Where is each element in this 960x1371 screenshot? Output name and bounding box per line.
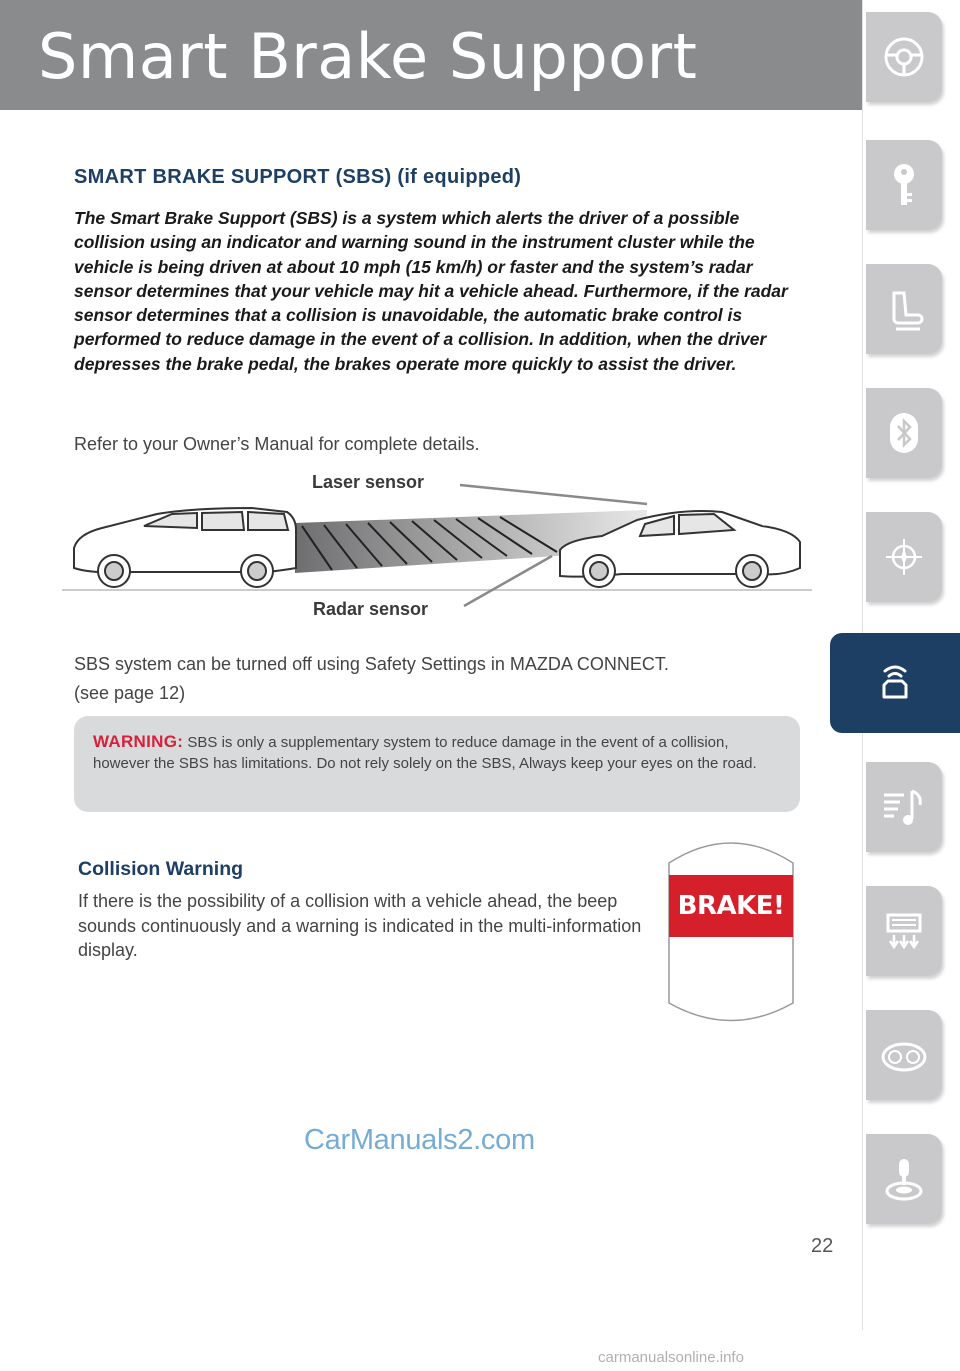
warning-box bbox=[74, 716, 800, 812]
gauges-icon bbox=[880, 1031, 928, 1079]
tab-shifter[interactable] bbox=[866, 1134, 942, 1224]
multi-information-display bbox=[667, 833, 795, 1027]
steering-wheel-icon bbox=[880, 33, 928, 81]
page-header bbox=[0, 0, 862, 110]
laser-leader-line bbox=[460, 485, 647, 504]
radar-sensor-label: Radar sensor bbox=[313, 599, 429, 619]
section-title: SMART BRAKE SUPPORT (SBS) (if equipped) bbox=[74, 166, 522, 188]
display-frame bbox=[667, 833, 795, 1027]
own-vehicle bbox=[74, 508, 296, 587]
page-title: Smart Brake Support bbox=[38, 20, 698, 93]
warning-text: SBS is only a supplementary system to reduce damage in the event of a collision, however the SBS has limitations. Do not rely solely on the SBS, Always keep your eyes on the road. bbox=[93, 734, 757, 772]
sbs-off-text bbox=[74, 650, 794, 708]
tab-gauges[interactable] bbox=[866, 1010, 942, 1100]
refer-text: Refer to your Owner’s Manual for complete details. bbox=[74, 434, 480, 454]
tab-steering[interactable] bbox=[866, 12, 942, 102]
bluetooth-icon bbox=[880, 409, 928, 457]
audio-icon bbox=[880, 783, 928, 831]
key-icon bbox=[880, 161, 928, 209]
driver-assist-icon bbox=[871, 659, 919, 707]
sensor-diagram bbox=[62, 468, 812, 628]
laser-sensor-label: Laser sensor bbox=[312, 472, 425, 492]
sbs-off-line-2: (see page 12) bbox=[74, 683, 186, 703]
tab-key[interactable] bbox=[866, 140, 942, 230]
tab-driver-assist[interactable] bbox=[830, 633, 960, 733]
tab-bluetooth[interactable] bbox=[866, 388, 942, 478]
warning-label: WARNING: bbox=[93, 732, 184, 751]
collision-warning-text: If there is the possibility of a collision with a vehicle ahead, the beep sounds continuously and a warning is indicated in the multi-information display. bbox=[78, 891, 642, 960]
intro-paragraph: The Smart Brake Support (SBS) is a system which alerts the driver of a possible collision using an indicator and warning sound in the instrument cluster while the vehicle is being driven at about 10 mph (15 km/h) or faster and the system’s radar sensor determines that your vehicle may hit a vehicle ahead. Furthermore, if the radar sensor determines that a collision is unavoidable, the automatic brake control is performed to reduce damage in the event of a collision. In addition, when the driver depresses the brake pedal, the brakes operate more quickly to assist the driver. bbox=[74, 208, 788, 374]
shifter-icon bbox=[880, 1155, 928, 1203]
footer-watermark: carmanualsonline.info bbox=[598, 1349, 744, 1366]
tab-seat[interactable] bbox=[866, 264, 942, 354]
watermark: CarManuals2.com bbox=[304, 1124, 535, 1156]
collision-warning-title: Collision Warning bbox=[78, 858, 244, 880]
sensor-illustration bbox=[62, 468, 812, 628]
radar-leader-line bbox=[464, 556, 552, 606]
sbs-off-line-1: SBS system can be turned off using Safety Settings in MAZDA CONNECT. bbox=[74, 654, 669, 674]
climate-icon bbox=[880, 907, 928, 955]
compass-icon bbox=[880, 533, 928, 581]
seat-icon bbox=[880, 285, 928, 333]
brake-warning-text: BRAKE! bbox=[677, 891, 785, 921]
tab-navigation[interactable] bbox=[866, 512, 942, 602]
tab-climate[interactable] bbox=[866, 886, 942, 976]
tab-audio[interactable] bbox=[866, 762, 942, 852]
page-number: 22 bbox=[811, 1235, 834, 1257]
